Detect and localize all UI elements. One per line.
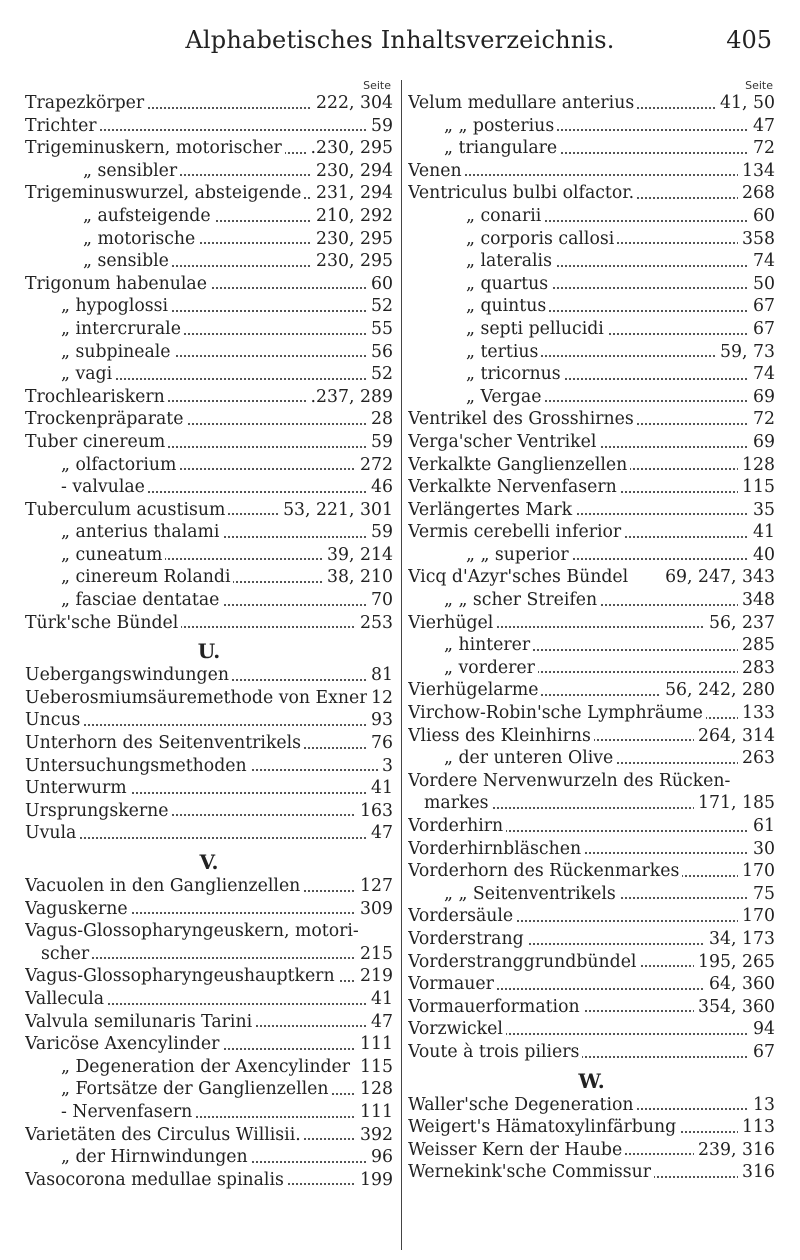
entry-term: Vallecula <box>25 989 107 1009</box>
index-entry <box>25 137 393 160</box>
entry-term: Unterwurm <box>25 778 130 798</box>
seite-label: Seite <box>745 79 773 92</box>
entry-pages: 41 <box>367 777 393 800</box>
entry-term: Varicöse Axencylinder <box>25 1034 222 1054</box>
index-entry <box>408 454 775 477</box>
entry-term: Unterhorn des Seitenventrikels <box>25 733 304 753</box>
entry-term: „ cuneatum <box>25 545 165 565</box>
entry-term: Vorderhorn des Rückenmarkes <box>408 861 682 881</box>
index-entry <box>408 838 775 861</box>
entry-pages: 128 <box>356 1078 393 1101</box>
entry-pages: 34, 173 <box>705 928 775 951</box>
entry-term: Verkalkte Nervenfasern <box>408 477 620 497</box>
entry-pages: 64, 360 <box>705 973 775 996</box>
entry-term: Untersuchungsmethoden <box>25 756 250 776</box>
entry-pages: 56 <box>367 341 393 364</box>
entry-term: „ hinterer <box>408 635 533 655</box>
index-entry <box>25 965 393 988</box>
entry-term: Vaguskerne <box>25 899 131 919</box>
entry-pages: 93 <box>367 709 393 732</box>
entry-pages: 115 <box>738 476 775 499</box>
index-entry <box>25 273 393 296</box>
entry-pages: 59 <box>367 521 393 544</box>
entry-term: „ corporis callosi <box>408 229 617 249</box>
entry-pages: 52 <box>367 363 393 386</box>
index-entry <box>25 386 393 409</box>
index-entry <box>25 544 393 567</box>
entry-pages: 272 <box>356 454 393 477</box>
entry-term: Trigonum habenulae <box>25 274 210 294</box>
entry-pages: 72 <box>749 408 775 431</box>
entry-term: Vagus-Glossopharyngeushauptkern <box>25 966 338 986</box>
entry-pages: 59, 73 <box>716 341 775 364</box>
entry-term: scher <box>25 944 92 964</box>
index-entry <box>408 1139 775 1162</box>
index-entry <box>25 1056 393 1079</box>
index-entry <box>408 499 775 522</box>
entry-pages: 358 <box>738 228 775 251</box>
index-entry <box>408 973 775 996</box>
entry-pages: 74 <box>749 363 775 386</box>
entry-pages: 59 <box>367 431 393 454</box>
entry-pages: 215 <box>356 943 393 966</box>
entry-term: Vermis cerebelli inferior <box>408 522 624 542</box>
entry-term: „ „ Seitenventrikels <box>408 884 619 904</box>
index-entry <box>408 341 775 364</box>
entry-term: Ueberosmiumsäuremethode von Exner <box>25 688 370 708</box>
entry-pages: 264, 314 <box>694 725 775 748</box>
index-entry <box>25 1124 393 1147</box>
entry-term: Türk'sche Bündel <box>25 613 181 633</box>
index-entry <box>408 544 775 567</box>
index-entry <box>25 1146 393 1169</box>
entry-pages: 263 <box>738 747 775 770</box>
entry-term: „ septi pellucidi <box>408 319 607 339</box>
index-entry <box>25 943 393 966</box>
entry-pages: 134 <box>738 160 775 183</box>
entry-term: „ lateralis <box>408 251 555 271</box>
index-entry <box>408 363 775 386</box>
index-entry <box>25 205 393 228</box>
entry-pages: 309 <box>356 898 393 921</box>
entry-term: Venen <box>408 161 465 181</box>
entry-pages: 67 <box>749 295 775 318</box>
entry-pages: 13 <box>749 1094 775 1117</box>
index-entry <box>25 1078 393 1101</box>
entry-pages: 354, 360 <box>694 996 775 1019</box>
entry-pages: 30 <box>749 838 775 861</box>
entry-term: Trichter <box>25 116 100 136</box>
entry-pages: 81 <box>367 664 393 687</box>
entry-pages: 59 <box>367 115 393 138</box>
entry-pages: 70 <box>367 589 393 612</box>
index-entry <box>25 988 393 1011</box>
entry-pages: 50 <box>749 273 775 296</box>
entry-term: Vorderhirn <box>408 816 506 836</box>
entry-pages: 28 <box>367 408 393 431</box>
entry-pages: 111 <box>356 1101 393 1124</box>
entry-term: Wernekink'sche Commissur <box>408 1162 654 1182</box>
entry-pages: 316 <box>738 1161 775 1184</box>
index-entry <box>25 363 393 386</box>
index-entry <box>25 499 393 522</box>
section-letter: U. <box>197 639 221 664</box>
entry-pages: 47 <box>749 115 775 138</box>
entry-pages: 60 <box>367 273 393 296</box>
entry-pages: 69, 247, 343 <box>661 566 775 589</box>
entry-term: Ventriculus bulbi olfactor. <box>408 183 637 203</box>
index-entry <box>408 905 775 928</box>
entry-term: Trochleariskern <box>25 387 168 407</box>
entry-term: Trigeminuskern, motorischer <box>25 138 285 158</box>
entry-pages: 75 <box>749 883 775 906</box>
entry-pages: 199 <box>356 1169 393 1192</box>
index-entry <box>25 341 393 364</box>
index-entry <box>408 273 775 296</box>
index-entry <box>408 386 775 409</box>
index-entry <box>408 115 775 138</box>
entry-pages: 56, 237 <box>705 612 775 635</box>
entry-pages: 128 <box>738 454 775 477</box>
entry-term: Uvula <box>25 823 79 843</box>
entry-pages: 41 <box>749 521 775 544</box>
entry-term: Waller'sche Degeneration <box>408 1095 637 1115</box>
entry-term: „ sensible <box>25 251 172 271</box>
entry-term: „ sensibler <box>25 161 180 181</box>
index-entry <box>408 1094 775 1117</box>
entry-term: Weisser Kern der Haube <box>408 1140 625 1160</box>
index-entry <box>408 1116 775 1139</box>
index-entry <box>25 295 393 318</box>
index-entry <box>25 250 393 273</box>
entry-pages: 41, 50 <box>716 92 775 115</box>
page-title: Alphabetisches Inhaltsverzeichnis. <box>185 26 615 54</box>
index-entry <box>408 205 775 228</box>
entry-pages: 392 <box>356 1124 393 1147</box>
entry-term: Vordere Nervenwurzeln des Rücken- <box>408 771 733 791</box>
entry-pages: 76 <box>367 732 393 755</box>
index-entry <box>408 792 775 815</box>
entry-pages: 115 <box>356 1056 393 1079</box>
index-entry <box>408 770 775 793</box>
entry-term: Vorderstranggrundbündel <box>408 952 639 972</box>
entry-term: „ motorische <box>25 229 198 249</box>
entry-pages: 55 <box>367 318 393 341</box>
entry-term: Tuberculum acustisum <box>25 500 228 520</box>
index-entry <box>408 860 775 883</box>
seite-label: Seite <box>363 79 391 92</box>
entry-term: Weigert's Hämatoxylinfärbung <box>408 1117 679 1137</box>
entry-pages: 171, 185 <box>694 792 775 815</box>
index-entry <box>408 702 775 725</box>
entry-pages: 53, 221, 301 <box>279 499 393 522</box>
entry-pages: 285 <box>738 634 775 657</box>
entry-term: „ conarii <box>408 206 544 226</box>
index-entry <box>25 709 393 732</box>
entry-term: „ Fortsätze der Ganglienzellen <box>25 1079 332 1099</box>
entry-term: Velum medullare anterius <box>408 93 637 113</box>
entry-term: „ olfactorium <box>25 455 179 475</box>
index-entry <box>408 996 775 1019</box>
entry-term: „ hypoglossi <box>25 296 171 316</box>
index-entry <box>25 408 393 431</box>
entry-pages: 46 <box>367 476 393 499</box>
entry-term: Vliess des Kleinhirns <box>408 726 594 746</box>
index-entry <box>408 521 775 544</box>
index-entry <box>25 920 393 943</box>
entry-pages: 230, 294 <box>312 160 393 183</box>
entry-term: Vorzwickel <box>408 1019 506 1039</box>
entry-term: Valvula semilunaris Tarini <box>25 1012 255 1032</box>
index-entry <box>25 612 393 635</box>
entry-pages: 195, 265 <box>694 951 775 974</box>
index-entry <box>25 521 393 544</box>
section-letter: V. <box>199 850 219 874</box>
entry-term: „ vagi <box>25 364 115 384</box>
entry-pages: 230, 295 <box>312 250 393 273</box>
index-entry <box>25 182 393 205</box>
entry-pages: 41 <box>367 988 393 1011</box>
entry-term: Vacuolen in den Ganglienzellen <box>25 876 303 896</box>
entry-term: „ Vergae <box>408 387 544 407</box>
entry-term: Ventrikel des Grosshirnes <box>408 409 637 429</box>
entry-term: „ tricornus <box>408 364 564 384</box>
entry-pages: 35 <box>749 499 775 522</box>
index-entry <box>25 92 393 115</box>
entry-pages: 222, 304 <box>312 92 393 115</box>
entry-pages: 69 <box>749 386 775 409</box>
entry-term: Verkalkte Ganglienzellen <box>408 455 630 475</box>
entry-term: „ intercrurale <box>25 319 184 339</box>
entry-term: Vormauer <box>408 974 497 994</box>
entry-pages: 3 <box>378 755 393 778</box>
entry-pages: 56, 242, 280 <box>661 679 775 702</box>
entry-pages: 239, 316 <box>694 1139 775 1162</box>
index-entry <box>408 747 775 770</box>
index-column-left <box>25 80 393 1191</box>
entry-pages: 113 <box>738 1116 775 1139</box>
index-entry <box>25 664 393 687</box>
index-entry <box>408 928 775 951</box>
index-entry <box>408 612 775 635</box>
entry-pages: 60 <box>749 205 775 228</box>
entry-term: „ „ posterius <box>408 116 557 136</box>
entry-term: „ vorderer <box>408 658 538 678</box>
entry-pages: 163 <box>356 800 393 823</box>
index-entry <box>25 589 393 612</box>
index-entry <box>25 800 393 823</box>
index-entry <box>25 115 393 138</box>
index-entry <box>408 634 775 657</box>
entry-pages: 283 <box>738 657 775 680</box>
entry-term: „ der Hirnwindungen <box>25 1147 251 1167</box>
entry-pages: 39, 214 <box>323 544 393 567</box>
entry-term: „ der unteren Olive <box>408 748 616 768</box>
entry-term: „ „ superior <box>408 545 572 565</box>
entry-term: „ cinereum Rolandi <box>25 567 233 587</box>
index-entry <box>25 732 393 755</box>
index-entry <box>25 431 393 454</box>
entry-pages: 133 <box>738 702 775 725</box>
entry-term: „ quintus <box>408 296 549 316</box>
index-entry <box>408 182 775 205</box>
entry-pages: 47 <box>367 822 393 845</box>
index-entry <box>408 228 775 251</box>
entry-pages: 12 <box>367 687 393 710</box>
index-entry <box>25 875 393 898</box>
entry-pages: 253 <box>356 612 393 635</box>
index-entry <box>408 137 775 160</box>
entry-term: Verlängertes Mark <box>408 500 575 520</box>
index-entry <box>25 454 393 477</box>
entry-term: Vorderstrang <box>408 929 527 949</box>
index-entry <box>25 1101 393 1124</box>
entry-term: „ aufsteigende <box>25 206 214 226</box>
index-entry <box>408 589 775 612</box>
entry-term: - valvulae <box>25 477 148 497</box>
entry-pages: 61 <box>749 815 775 838</box>
entry-term: Uebergangswindungen <box>25 665 232 685</box>
entry-pages: 230, 295 <box>312 228 393 251</box>
entry-pages: 127 <box>356 875 393 898</box>
index-entry <box>408 951 775 974</box>
entry-pages: .230, 295 <box>307 137 393 160</box>
entry-term: Trockenpräparate <box>25 409 186 429</box>
index-column-right <box>401 80 775 1250</box>
entry-term: Vormauerformation <box>408 997 583 1017</box>
index-entry <box>25 1011 393 1034</box>
index-entry <box>25 160 393 183</box>
entry-term: Verga'scher Ventrikel <box>408 432 599 452</box>
entry-pages: 268 <box>738 182 775 205</box>
entry-pages: 52 <box>367 295 393 318</box>
entry-pages: 111 <box>356 1033 393 1056</box>
entry-term: Vierhügel <box>408 613 496 633</box>
entry-term: „ triangulare <box>408 138 560 158</box>
entry-term: Vicq d'Azyr'sches Bündel <box>408 567 631 587</box>
index-entry <box>25 566 393 589</box>
index-entry <box>408 476 775 499</box>
index-entry <box>408 92 775 115</box>
index-entry <box>408 1161 775 1184</box>
entry-term: Tuber cinereum <box>25 432 168 452</box>
entry-pages: 170 <box>738 905 775 928</box>
entry-term: Trigeminuswurzel, absteigende <box>25 183 304 203</box>
entry-term: Vierhügelarme <box>408 680 541 700</box>
page-number: 405 <box>726 26 772 54</box>
entry-pages: 67 <box>749 1041 775 1064</box>
index-entry <box>25 898 393 921</box>
entry-pages: 170 <box>738 860 775 883</box>
entry-term: Vagus-Glossopharyngeuskern, motori- <box>25 921 362 941</box>
entry-pages: 94 <box>749 1018 775 1041</box>
index-entry <box>408 566 775 589</box>
entry-term: Virchow-Robin'sche Lymphräume <box>408 703 706 723</box>
index-entry <box>25 476 393 499</box>
entry-term: Varietäten des Circulus Willisii. <box>25 1125 304 1145</box>
entry-term: - Nervenfasern <box>25 1102 195 1122</box>
index-entry <box>408 1041 775 1064</box>
entry-pages: 210, 292 <box>312 205 393 228</box>
entry-pages: 67 <box>749 318 775 341</box>
index-entry <box>408 250 775 273</box>
entry-term: markes <box>408 793 492 813</box>
index-entry <box>408 657 775 680</box>
index-entry <box>408 815 775 838</box>
entry-term: Uncus <box>25 710 83 730</box>
index-entry <box>25 318 393 341</box>
entry-pages: 72 <box>749 137 775 160</box>
index-entry <box>408 295 775 318</box>
index-entry <box>408 431 775 454</box>
entry-pages: 47 <box>367 1011 393 1034</box>
page-header <box>0 26 800 66</box>
entry-term: Vasocorona medullae spinalis <box>25 1170 287 1190</box>
index-entry <box>408 408 775 431</box>
entry-pages: 219 <box>356 965 393 988</box>
entry-pages: 74 <box>749 250 775 273</box>
entry-pages: 69 <box>749 431 775 454</box>
entry-term: „ anterius thalami <box>25 522 222 542</box>
index-entry <box>408 160 775 183</box>
entry-term: „ fasciae dentatae <box>25 590 222 610</box>
entry-term: Trapezkörper <box>25 93 147 113</box>
index-entry <box>408 725 775 748</box>
index-entry <box>25 228 393 251</box>
entry-pages: 231, 294 <box>312 182 393 205</box>
entry-term: „ subpineale <box>25 342 174 362</box>
index-entry <box>408 883 775 906</box>
index-entry <box>408 679 775 702</box>
entry-pages: 40 <box>749 544 775 567</box>
entry-pages: 38, 210 <box>323 566 393 589</box>
entry-pages: 96 <box>367 1146 393 1169</box>
entry-term: „ quartus <box>408 274 551 294</box>
entry-term: Vorderhirnbläschen <box>408 839 584 859</box>
entry-term: Ursprungskerne <box>25 801 172 821</box>
index-entry <box>25 1169 393 1192</box>
entry-pages: .237, 289 <box>307 386 393 409</box>
index-entry <box>25 822 393 845</box>
entry-term: „ tertius <box>408 342 541 362</box>
index-entry <box>408 318 775 341</box>
entry-term: „ „ scher Streifen <box>408 590 600 610</box>
entry-term: „ Degeneration der Axencylinder <box>25 1057 353 1077</box>
index-entry <box>25 1033 393 1056</box>
index-entry <box>25 687 393 710</box>
index-entry <box>25 777 393 800</box>
entry-term: Vordersäule <box>408 906 516 926</box>
index-entry <box>408 1018 775 1041</box>
entry-pages: 348 <box>738 589 775 612</box>
index-entry <box>25 755 393 778</box>
section-letter: W. <box>578 1068 605 1093</box>
entry-term: Voute à trois piliers <box>408 1042 582 1062</box>
